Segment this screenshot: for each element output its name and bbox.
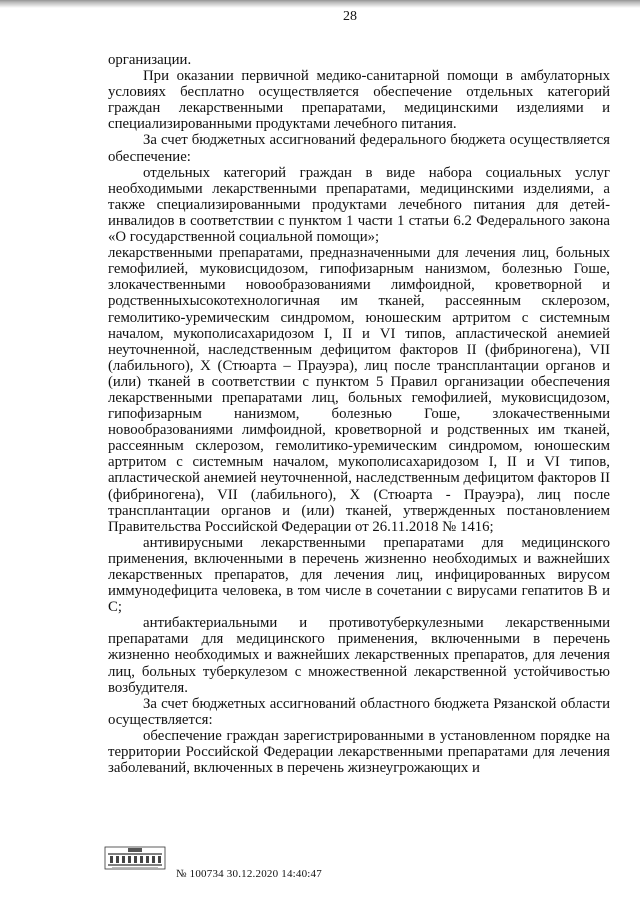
footer-stamp	[104, 846, 322, 880]
government-building-logo	[104, 846, 166, 870]
paragraph: антибактериальными и противотуберкулезными лекарственными препаратами для медицинского применения, включенными в перечень жизненно необходимых и важнейших лекарственных препаратов, для лечения лиц, больных туберкулезом с множественной лекарственной устойчивостью возбудителя.	[108, 615, 610, 696]
paragraph: отдельных категорий граждан в виде набора социальных услуг необходимыми лекарственными препаратами, медицинскими изделиями, а также специализированными продуктами лечебного питания для детей-инвалидов в соответствии с пунктом 1 части 1 статьи 6.2 Федерального закона «О государственной социальной помощи»;	[108, 164, 610, 246]
scan-edge-shadow	[0, 0, 640, 8]
document-body	[108, 52, 610, 776]
paragraph: За счет бюджетных ассигнований областного бюджета Рязанской области осуществляется:	[108, 695, 610, 728]
page-number: 28	[343, 9, 357, 24]
paragraph: обеспечение граждан зарегистрированными в установленном порядке на территории Российской Федерации лекарственными препаратами для лечения заболеваний, включенных в перечень жизнеугрожающих и	[108, 727, 610, 777]
paragraph: организации.	[108, 52, 192, 68]
paragraph: За счет бюджетных ассигнований федерального бюджета осуществляется обеспечение:	[108, 132, 610, 165]
document-registration-code: № 100734 30.12.2020 14:40:47	[176, 868, 322, 880]
paragraph: антивирусными лекарственными препаратами для медицинского применения, включенными в перечень жизненно необходимых и важнейших лекарственных препаратов, для лечения лиц, инфицированных вирусом иммунодефицита человека, в том числе в сочетании с вирусами гепатитов В и С;	[108, 534, 610, 616]
paragraph: При оказании первичной медико-санитарной помощи в амбулаторных условиях бесплатно осуществляется обеспечение отдельных категорий граждан лекарственными препаратами, медицинскими изделиями и специализированными продуктами лечебного питания.	[108, 68, 610, 133]
paragraph: лекарственными препаратами, предназначенными для лечения лиц, больных гемофилией, муковисцидозом, гипофизарным нанизмом, болезнью Гоше, злокачественными новообразованиями лимфоидной, кроветворной и родственныхысокотехнологичная им тканей, рассеянным склерозом, гемолитико-уремическим синдромом, юношеским артритом с системным началом, мукополисахаридозом I, II и VI типов, апластической анемией неуточненной, наследственным дефицитом факторов II (фибриногена), VII (лабильного), X (Стюарта – Прауэра), лиц после трансплантации органов и (или) тканей в соответствии с пунктом 5 Правил организации обеспечения лекарственными препаратами лиц, больных гемофилией, муковисцидозом, гипофизарным нанизмом, болезнью Гоше, злокачественными новообразованиями лимфоидной, кроветворной и родственных им тканей, рассеянным склерозом, гемолитико-уремическим синдромом, юношеским артритом с системным началом, мукополисахаридозом I, II и VI типов, апластической анемией неуточненной, наследственным дефицитом факторов II (фибриногена), VII (лабильного), X (Стюарта - Прауэра), лиц после трансплантации органов и (или) тканей, утвержденных постановлением Правительства Российской Федерации от 26.11.2018 № 1416;	[108, 245, 610, 535]
